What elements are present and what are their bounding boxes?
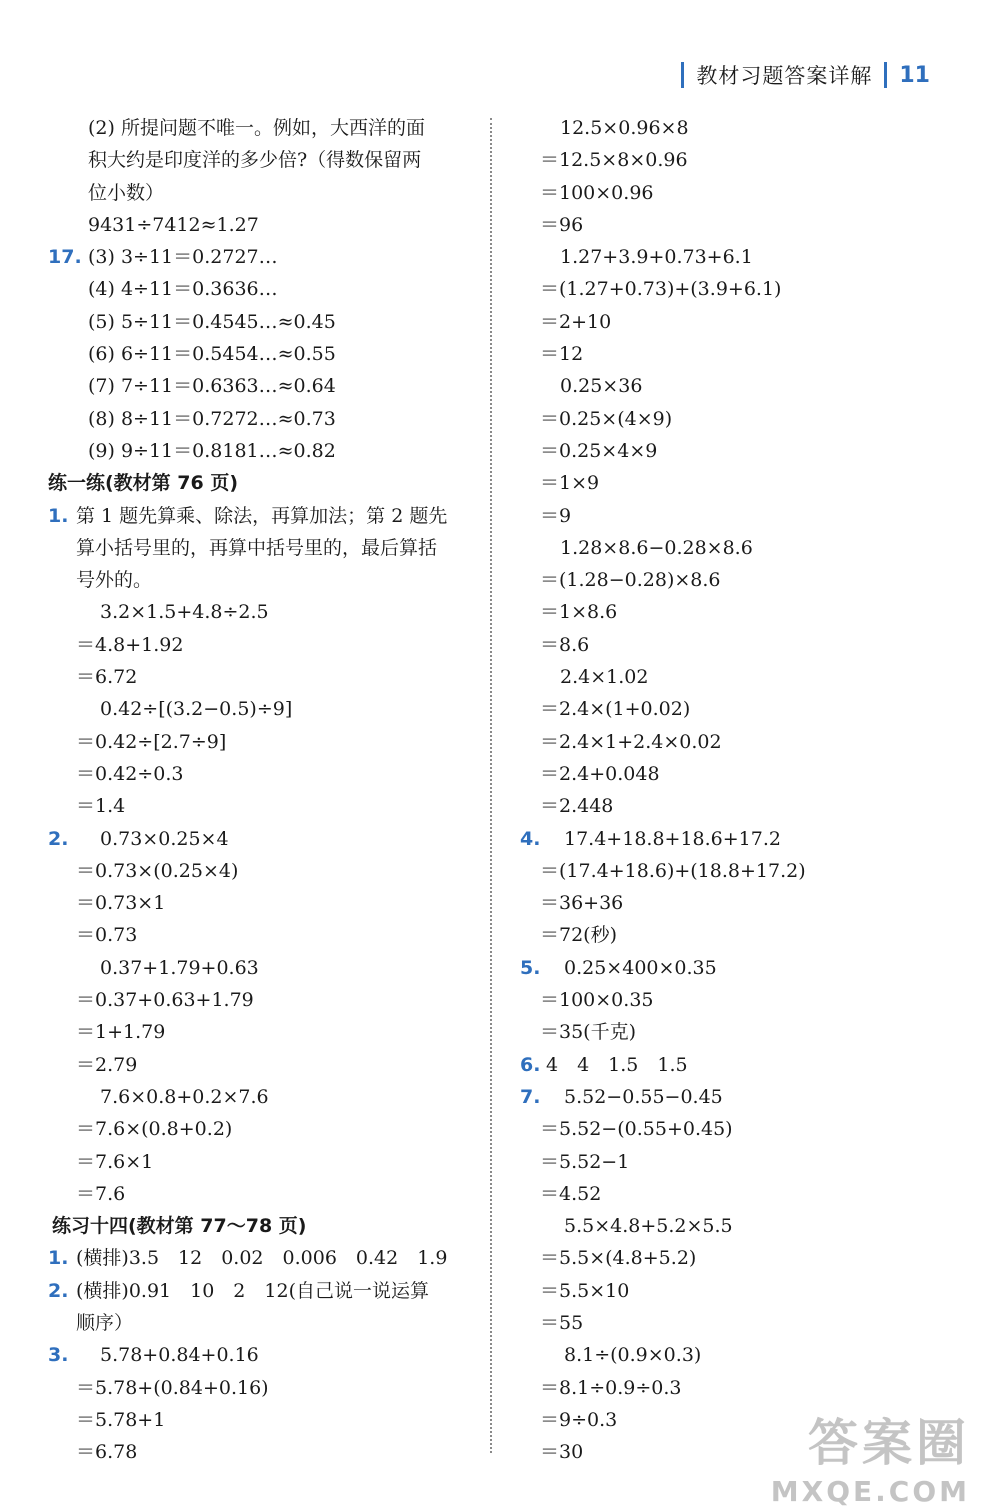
line-text: ＝35(千克)	[540, 1021, 637, 1044]
line-text: ＝0.42÷[2.7÷9]	[76, 730, 227, 753]
text-line	[520, 500, 940, 532]
line-text: 0.42÷[(3.2−0.5)÷9]	[100, 698, 293, 721]
line-text: 0.73×0.25×4	[100, 827, 229, 850]
line-text: ＝5.5×10	[540, 1279, 630, 1302]
line-text: 12.5×0.96×8	[560, 117, 689, 139]
text-line	[48, 1081, 478, 1113]
line-text: (6) 6÷11＝0.5454…≈0.55	[88, 343, 336, 366]
text-line	[520, 984, 940, 1016]
line-text: ＝(1.28−0.28)×8.6	[540, 569, 721, 592]
text-line	[520, 661, 940, 693]
line-text: ＝2+10	[540, 310, 612, 333]
line-text: ＝5.52−1	[540, 1150, 630, 1173]
text-line	[520, 1275, 940, 1307]
question-number: 1.	[48, 1247, 69, 1270]
text-line	[520, 1113, 940, 1145]
text-line	[48, 1404, 478, 1436]
text-line	[520, 758, 940, 790]
header-divider	[681, 62, 684, 88]
text-line	[48, 177, 478, 209]
section-title: 练一练(教材第 76 页)	[48, 472, 239, 495]
text-line	[520, 1016, 940, 1048]
text-line	[48, 241, 478, 273]
page-number: 11	[899, 62, 930, 88]
question-number: 3.	[48, 1344, 69, 1367]
line-text: ＝5.5×(4.8+5.2)	[540, 1247, 697, 1270]
text-line	[48, 1049, 478, 1081]
text-line	[48, 532, 478, 564]
question-number: 5.	[520, 956, 541, 979]
line-text: (8) 8÷11＝0.7272…≈0.73	[88, 407, 336, 430]
page-header	[669, 58, 930, 92]
line-text: ＝4.52	[540, 1182, 602, 1205]
text-line	[48, 726, 478, 758]
line-text: 7.6×0.8+0.2×7.6	[100, 1085, 269, 1108]
text-line	[48, 370, 478, 402]
line-text: ＝4.8+1.92	[76, 633, 184, 656]
line-text: 8.1÷(0.9×0.3)	[564, 1344, 702, 1367]
text-line	[520, 241, 940, 273]
line-text: ＝5.78+1	[76, 1408, 166, 1431]
line-text: 1.27+3.9+0.73+6.1	[560, 246, 753, 269]
line-text: (7) 7÷11＝0.6363…≈0.64	[88, 375, 336, 398]
text-line	[48, 1339, 478, 1371]
text-line	[520, 952, 940, 984]
line-text: 5.78+0.84+0.16	[100, 1344, 259, 1367]
line-text: ＝2.4×1+2.4×0.02	[540, 730, 722, 753]
line-text: 9431÷7412≈1.27	[88, 213, 259, 236]
line-text: (5) 5÷11＝0.4545…≈0.45	[88, 310, 336, 333]
text-line	[520, 564, 940, 596]
line-text: ＝100×0.96	[540, 181, 654, 204]
line-text: ＝36+36	[540, 892, 624, 915]
right-column	[520, 112, 940, 1468]
line-text: ＝0.25×4×9	[540, 439, 658, 462]
line-text: ＝2.79	[76, 1053, 138, 1076]
line-text: 顺序）	[76, 1311, 134, 1334]
text-line	[48, 112, 478, 144]
line-text: 3.2×1.5+4.8÷2.5	[100, 601, 269, 624]
text-line	[520, 629, 940, 661]
text-line	[48, 1436, 478, 1468]
text-line	[520, 887, 940, 919]
text-line	[520, 1178, 940, 1210]
text-line	[48, 1372, 478, 1404]
line-text: 0.37+1.79+0.63	[100, 956, 259, 979]
line-text: 0.25×400×0.35	[564, 956, 717, 979]
line-text: 17.4+18.8+18.6+17.2	[564, 827, 781, 850]
line-text: 1.28×8.6−0.28×8.6	[560, 536, 753, 559]
text-line	[520, 209, 940, 241]
text-line	[48, 952, 478, 984]
line-text: 5.5×4.8+5.2×5.5	[564, 1215, 733, 1238]
text-line	[48, 338, 478, 370]
line-text: ＝96	[540, 213, 584, 236]
line-text: ＝0.73×(0.25×4)	[76, 859, 239, 882]
question-number: 17.	[48, 246, 82, 269]
line-text: ＝12	[540, 343, 584, 366]
text-line	[520, 273, 940, 305]
line-text: 5.52−0.55−0.45	[564, 1085, 723, 1108]
text-line	[520, 1146, 940, 1178]
text-line	[520, 919, 940, 951]
line-text: ＝2.448	[540, 795, 614, 818]
line-text: ＝7.6×(0.8+0.2)	[76, 1118, 233, 1141]
text-line	[520, 1339, 940, 1371]
line-text: ＝6.72	[76, 666, 138, 689]
line-text: ＝6.78	[76, 1441, 138, 1464]
text-line	[520, 144, 940, 176]
line-text: ＝2.4+0.048	[540, 762, 660, 785]
line-text: ＝1+1.79	[76, 1021, 166, 1044]
text-line	[48, 1275, 478, 1307]
line-text: ＝55	[540, 1311, 584, 1334]
line-text: 积大约是印度洋的多少倍?（得数保留两	[88, 149, 422, 172]
text-line	[48, 629, 478, 661]
column-divider	[490, 118, 492, 1453]
text-line	[48, 1307, 478, 1339]
line-text: ＝5.78+(0.84+0.16)	[76, 1376, 269, 1399]
watermark-text: 答案圈	[808, 1414, 970, 1472]
text-line	[48, 564, 478, 596]
line-text: ＝9	[540, 504, 572, 527]
line-text: (3) 3÷11＝0.2727…	[88, 246, 278, 269]
line-text: (2) 所提问题不唯一。例如，大西洋的面	[88, 117, 425, 139]
section-title: 练习十四(教材第 77～78 页)	[52, 1215, 307, 1238]
text-line	[520, 693, 940, 725]
watermark	[720, 1403, 970, 1508]
text-line	[48, 435, 478, 467]
text-line	[520, 532, 940, 564]
line-text: (横排)0.91 10 2 12(自己说一说运算	[76, 1279, 429, 1302]
line-text: 2.4×1.02	[560, 666, 649, 689]
line-text: (4) 4÷11＝0.3636…	[88, 278, 278, 301]
line-text: 0.25×36	[560, 375, 643, 398]
line-text: ＝100×0.35	[540, 989, 654, 1012]
text-line	[48, 1113, 478, 1145]
text-line	[48, 306, 478, 338]
text-line	[520, 112, 940, 144]
text-line	[48, 596, 478, 628]
line-text: ＝0.25×(4×9)	[540, 407, 673, 430]
line-text: ＝72(秒)	[540, 924, 618, 947]
line-text: 位小数）	[88, 181, 165, 204]
header-divider	[884, 62, 887, 88]
text-line	[520, 823, 940, 855]
text-line	[520, 726, 940, 758]
text-line	[520, 467, 940, 499]
text-line	[520, 1210, 940, 1242]
text-line	[48, 209, 478, 241]
line-text: 第 1 题先算乘、除法，再算加法；第 2 题先	[76, 504, 448, 527]
section-heading	[48, 1210, 478, 1242]
line-text: (9) 9÷11＝0.8181…≈0.82	[88, 439, 336, 462]
text-line	[48, 500, 478, 532]
text-line	[520, 177, 940, 209]
text-line	[48, 758, 478, 790]
text-line	[48, 403, 478, 435]
line-text: ＝8.1÷0.9÷0.3	[540, 1376, 682, 1399]
line-text: ＝(1.27+0.73)+(3.9+6.1)	[540, 278, 782, 301]
text-line	[520, 306, 940, 338]
section-heading	[48, 467, 478, 499]
text-line	[48, 273, 478, 305]
line-text: ＝12.5×8×0.96	[540, 149, 688, 172]
line-text: ＝(17.4+18.6)+(18.8+17.2)	[540, 859, 806, 882]
text-line	[48, 1146, 478, 1178]
question-number: 7.	[520, 1085, 541, 1108]
header-title: 教材习题答案详解	[696, 64, 873, 88]
question-number: 2.	[48, 1279, 69, 1302]
line-text: ＝1×8.6	[540, 601, 618, 624]
line-text: ＝9÷0.3	[540, 1408, 618, 1431]
line-text: ＝7.6×1	[76, 1150, 154, 1173]
text-line	[520, 435, 940, 467]
text-line	[520, 790, 940, 822]
text-line	[520, 1372, 940, 1404]
line-text: ＝7.6	[76, 1182, 126, 1205]
line-text: ＝2.4×(1+0.02)	[540, 698, 691, 721]
question-number: 1.	[48, 504, 69, 527]
line-text: ＝1.4	[76, 795, 126, 818]
text-line	[520, 370, 940, 402]
text-line	[520, 338, 940, 370]
text-line	[48, 1016, 478, 1048]
line-text: ＝0.37+0.63+1.79	[76, 989, 254, 1012]
text-line	[48, 887, 478, 919]
text-line	[48, 790, 478, 822]
line-text: ＝0.73	[76, 924, 138, 947]
text-line	[48, 144, 478, 176]
line-text: ＝0.73×1	[76, 892, 166, 915]
text-line	[520, 1081, 940, 1113]
text-line	[520, 855, 940, 887]
line-text: 4 4 1.5 1.5	[546, 1053, 688, 1076]
watermark-url: MXQE.COM	[770, 1475, 970, 1508]
question-number: 6.	[520, 1053, 541, 1076]
line-text: 号外的。	[76, 569, 153, 592]
text-line	[48, 693, 478, 725]
text-line	[48, 661, 478, 693]
text-line	[48, 823, 478, 855]
line-text: ＝5.52−(0.55+0.45)	[540, 1118, 733, 1141]
text-line	[48, 1242, 478, 1274]
left-column	[48, 112, 478, 1468]
text-line	[520, 1307, 940, 1339]
question-number: 2.	[48, 827, 69, 850]
line-text: ＝0.42÷0.3	[76, 762, 184, 785]
text-line	[520, 1049, 940, 1081]
text-line	[520, 596, 940, 628]
text-line	[48, 919, 478, 951]
line-text: ＝8.6	[540, 633, 590, 656]
line-text: ＝30	[540, 1441, 584, 1464]
line-text: (横排)3.5 12 0.02 0.006 0.42 1.9	[76, 1247, 448, 1270]
text-line	[520, 403, 940, 435]
text-line	[520, 1242, 940, 1274]
question-number: 4.	[520, 827, 541, 850]
line-text: 算小括号里的，再算中括号里的，最后算括	[76, 536, 438, 559]
text-line	[48, 855, 478, 887]
text-line	[48, 984, 478, 1016]
text-line	[48, 1178, 478, 1210]
line-text: ＝1×9	[540, 472, 600, 495]
